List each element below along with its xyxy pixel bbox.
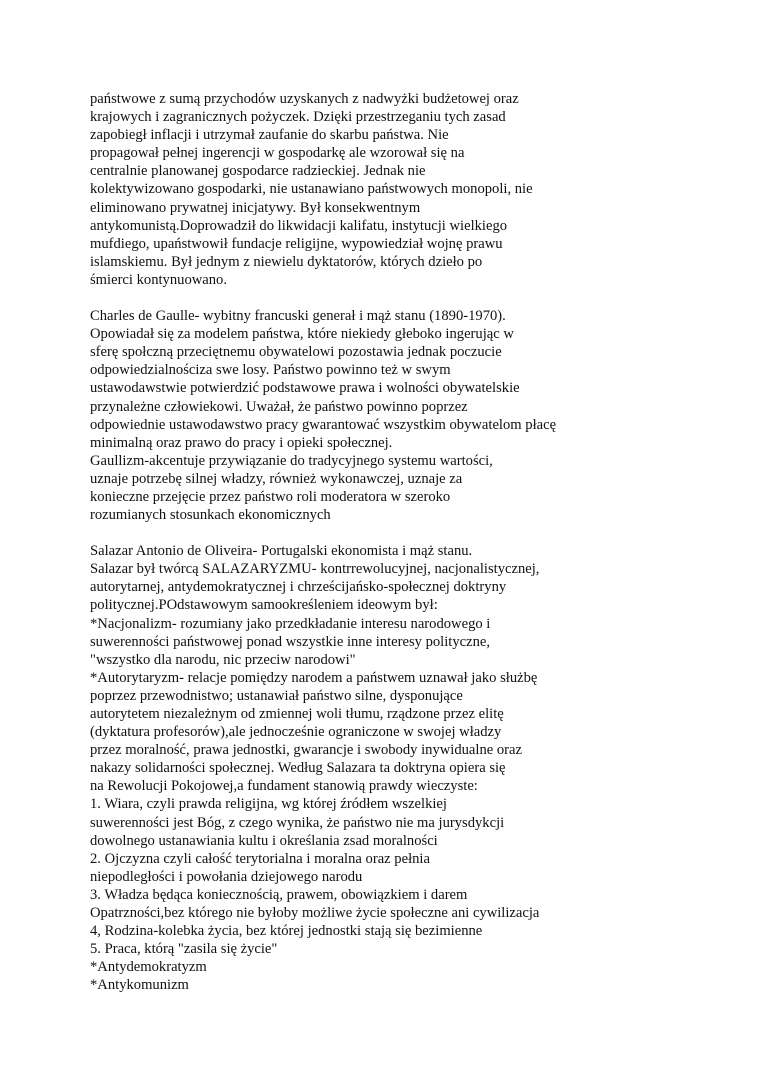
text-line: propagował pełnej ingerencji w gospodarkę ale wzorował się na [90, 145, 465, 162]
text-line: na Rewolucji Pokojowej,a fundament stanowią prawdy wieczyste: [90, 778, 478, 795]
text-line: poprzez przewodnistwo; ustanawiał państwo silne, dysponujące [90, 687, 463, 704]
text-line: zapobiegł inflacji i utrzymał zaufanie do skarbu państwa. Nie [90, 127, 449, 144]
text-line: suwerenności państwowej ponad wszystkie inne interesy polityczne, [90, 633, 491, 650]
text-line: krajowych i zagranicznych pożyczek. Dzięki przestrzeganiu tych zasad [90, 109, 506, 126]
text-line: kolektywizowano gospodarki, nie ustanawiano państwowych monopoli, nie [90, 181, 533, 198]
text-line: odpowiedzialnościza swe losy. Państwo powinno też w swym [90, 362, 451, 379]
text-line: uznaje potrzebę silnej władzy, również wykonawczej, uznaje za [90, 470, 463, 487]
text-line: rozumianych stosunkach ekonomicznych [90, 507, 331, 524]
paragraph-de-gaulle [90, 307, 730, 524]
paragraph-gap [90, 289, 730, 307]
text-line: autorytetem niezależnym od zmiennej woli tłumu, rządzone przez elitę [90, 706, 504, 722]
text-line: antykomunistą.Doprowadził do likwidacji kalifatu, instytucji wielkiego [90, 217, 508, 234]
text-line: Gaullizm-akcentuje przywiązanie do tradycyjnego systemu wartości, [90, 452, 493, 469]
text-line: 1. Wiara, czyli prawda religijna, wg której źródłem wszelkiej [90, 796, 447, 813]
text-line: Salazar Antonio de Oliveira- Portugalski ekonomista i mąż stanu. [90, 543, 473, 560]
text-line: 3. Władza będąca koniecznością, prawem, obowiązkiem i darem [90, 886, 468, 903]
text-line: 2. Ojczyzna czyli całość terytorialna i moralna oraz pełnia [90, 850, 430, 867]
paragraph-gap [90, 524, 730, 542]
text-line: niepodległości i powołania dziejowego narodu [90, 868, 363, 885]
text-line: państwowe z sumą przychodów uzyskanych z nadwyżki budżetowej oraz [90, 91, 519, 107]
text-line: autorytarnej, antydemokratycznej i chrześcijańsko-społecznej doktryny [90, 579, 507, 596]
text-line: suwerenności jest Bóg, z czego wynika, że państwo nie ma jurysdykcji [90, 814, 505, 831]
text-line: minimalną oraz prawo do pracy i opieki społecznej. [90, 434, 393, 451]
text-line: śmierci kontynuowano. [90, 271, 227, 288]
text-line: 4, Rodzina-kolebka życia, bez której jednostki stają się bezimienne [90, 923, 483, 940]
text-line: Salazar był twórcą SALAZARYZMU- kontrrewolucyjnej, nacjonalistycznej, [90, 561, 540, 578]
text-line: *Antydemokratyzm [90, 959, 207, 976]
text-line: "wszystko dla narodu, nic przeciw narodowi" [90, 651, 356, 668]
text-line: mufdiego, upaństwowił fundacje religijne, wypowiedział wojnę prawu [90, 235, 503, 252]
text-line: przez moralność, prawa jednostki, gwarancje i swobody inywidualne oraz [90, 742, 522, 759]
text-line: Opowiadał się za modelem państwa, które niekiedy głeboko ingerując w [90, 326, 514, 343]
text-line: politycznej.POdstawowym samookreśleniem ideowym był: [90, 597, 438, 614]
text-line: eliminowano prywatnej inicjatywy. Był konsekwentnym [90, 199, 421, 216]
text-line: islamskiemu. Był jednym z niewielu dyktatorów, których dzieło po [90, 253, 483, 270]
text-line: ustawodawstwie potwierdzić podstawowe prawa i wolności obywatelskie [90, 380, 520, 397]
paragraph-salazar [90, 542, 730, 994]
text-line: *Nacjonalizm- rozumiany jako przedkładanie interesu narodowego i [90, 615, 491, 632]
text-line: nakazy solidarności społecznej. Według Salazara ta doktryna opiera się [90, 760, 506, 777]
text-line: przynależne człowiekowi. Uważał, że państwo powinno poprzez [90, 398, 468, 415]
text-line: konieczne przejęcie przez państwo roli moderatora w szeroko [90, 488, 451, 505]
text-line: Charles de Gaulle- wybitny francuski generał i mąż stanu (1890-1970). [90, 308, 506, 325]
text-line: dowolnego ustanawiania kultu i określania zsad moralności [90, 832, 438, 849]
document-page [90, 90, 730, 995]
text-line: odpowiednie ustawodawstwo pracy gwarantować wszystkim obywatelom płacę [90, 416, 557, 433]
text-line: centralnie planowanej gospodarce radzieckiej. Jednak nie [90, 163, 426, 180]
text-line: 5. Praca, którą "zasila się życie" [90, 941, 278, 958]
paragraph-ataturk-continuation [90, 90, 730, 289]
text-line: *Antykomunizm [90, 977, 189, 994]
text-line: *Autorytaryzm- relacje pomiędzy narodem a państwem uznawał jako służbę [90, 669, 538, 686]
text-line: Opatrzności,bez którego nie byłoby możliwe życie społeczne ani cywilizacja [90, 905, 540, 922]
text-line: (dyktatura profesorów),ale jednocześnie ograniczone w swojej władzy [90, 724, 502, 741]
text-line: sferę społczną przeciętnemu obywatelowi pozostawia jednak poczucie [90, 344, 502, 361]
